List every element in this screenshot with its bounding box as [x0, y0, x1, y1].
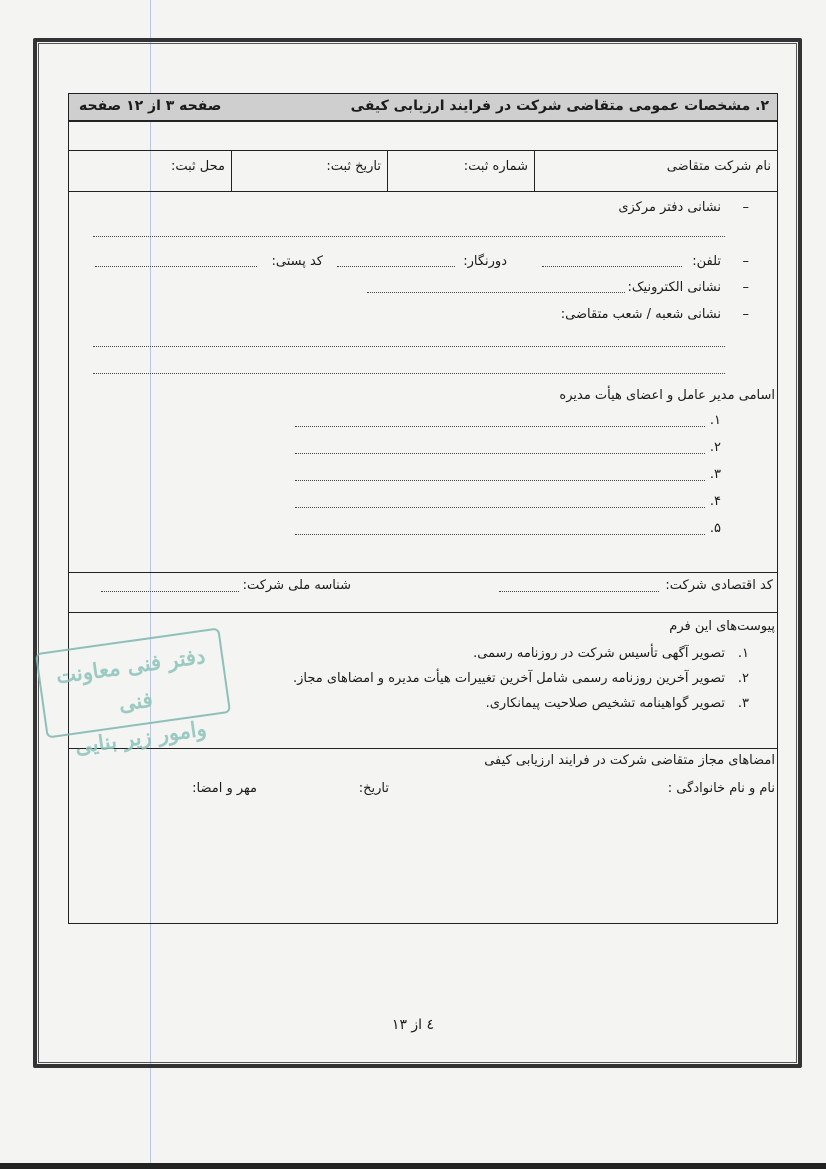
section-header	[68, 93, 778, 121]
board-field-4[interactable]	[295, 507, 705, 508]
page-info: صفحه ۳ از ۱۲ صفحه	[79, 98, 222, 114]
board-item-4: ۴.	[709, 494, 721, 509]
registration-date-label: تاریخ ثبت:	[326, 159, 381, 174]
registration-number-cell[interactable]	[387, 151, 534, 191]
board-field-2[interactable]	[295, 453, 705, 454]
registration-number-label: شماره ثبت:	[463, 159, 528, 174]
attachment-num-3: ۳.	[737, 696, 749, 711]
registration-row	[69, 151, 777, 192]
registration-place-label: محل ثبت:	[170, 159, 225, 174]
ids-row	[69, 573, 777, 613]
attachment-item-1: تصویر آگهی تأسیس شرکت در روزنامه رسمی.	[473, 646, 725, 661]
signer-name-label: نام و نام خانوادگی :	[667, 781, 775, 796]
head-office-label: نشانی دفتر مرکزی	[618, 200, 721, 215]
signature-date-label: تاریخ:	[358, 781, 389, 796]
dash: –	[742, 200, 749, 215]
registration-place-cell[interactable]	[67, 151, 231, 191]
company-name-label: نام شرکت متقاضی	[666, 159, 771, 174]
national-id-label: شناسه ملی شرکت:	[242, 578, 351, 593]
postal-code-field[interactable]	[95, 266, 257, 267]
dash: –	[742, 307, 749, 322]
phone-label: تلفن:	[692, 254, 721, 269]
board-item-3: ۳.	[709, 467, 721, 482]
attachment-num-2: ۲.	[737, 671, 749, 686]
signature-section	[69, 749, 777, 924]
postal-code-label: کد پستی:	[271, 254, 323, 269]
economic-code-field[interactable]	[499, 591, 659, 592]
attachment-num-1: ۱.	[737, 646, 749, 661]
scan-edge	[0, 1163, 826, 1169]
dash: –	[742, 280, 749, 295]
board-field-5[interactable]	[295, 534, 705, 535]
attachment-item-3: تصویر گواهینامه تشخیص صلاحیت پیمانکاری.	[485, 696, 725, 711]
fax-label: دورنگار:	[463, 254, 507, 269]
branches-field-2[interactable]	[93, 373, 725, 374]
stamp-line-1: دفتر فنی معاونت فنی	[54, 642, 207, 717]
page-number: ٤ از ١٣	[391, 1017, 435, 1033]
board-item-5: ۵.	[709, 521, 721, 536]
dash: –	[742, 254, 749, 269]
company-name-cell[interactable]	[534, 151, 777, 191]
section-title: ۲. مشخصات عمومی متقاضی شرکت در فرایند ارزیابی کیفی	[350, 98, 769, 114]
form-table	[68, 121, 778, 924]
branches-field-1[interactable]	[93, 346, 725, 347]
board-title: اسامی مدیر عامل و اعضای هیأت مدیره	[559, 388, 775, 403]
board-field-1[interactable]	[295, 426, 705, 427]
branches-label: نشانی شعبه / شعب متقاضی:	[560, 307, 721, 322]
phone-field[interactable]	[542, 266, 682, 267]
attachment-item-2: تصویر آخرین روزنامه رسمی شامل آخرین تغییرات هیأت مدیره و امضاهای مجاز.	[293, 671, 725, 686]
board-field-3[interactable]	[295, 480, 705, 481]
national-id-field[interactable]	[101, 591, 239, 592]
board-item-2: ۲.	[709, 440, 721, 455]
head-office-field[interactable]	[93, 236, 725, 237]
stamp-line-2: وامور زیر بنایی	[73, 715, 208, 759]
signatures-title: امضاهای مجاز متقاضی شرکت در فرایند ارزیابی کیفی	[484, 753, 775, 768]
address-section	[69, 192, 777, 573]
board-item-1: ۱.	[709, 413, 721, 428]
email-field[interactable]	[367, 292, 625, 293]
attachments-title: پیوست‌های این فرم	[669, 619, 775, 634]
registration-date-cell[interactable]	[231, 151, 387, 191]
fax-field[interactable]	[337, 266, 455, 267]
empty-row	[69, 122, 777, 151]
economic-code-label: کد اقتصادی شرکت:	[665, 578, 773, 593]
email-label: نشانی الکترونیک:	[627, 280, 721, 295]
seal-signature-label: مهر و امضا:	[192, 781, 257, 796]
